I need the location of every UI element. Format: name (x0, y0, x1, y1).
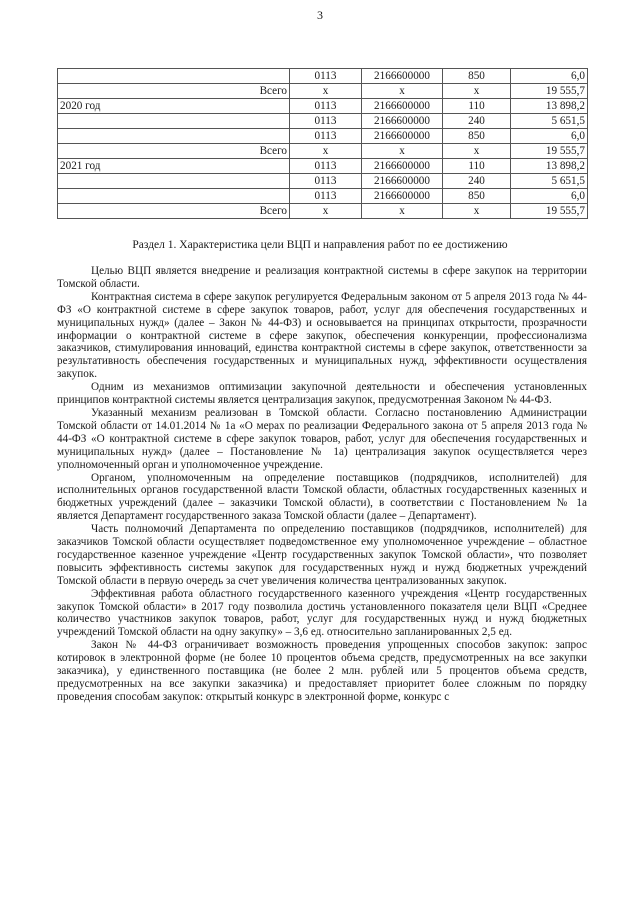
cell-label (58, 129, 290, 144)
cell-label: 2021 год (58, 159, 290, 174)
cell-type: x (443, 84, 511, 99)
cell-type: 240 (443, 114, 511, 129)
cell-section: 0113 (290, 159, 362, 174)
cell-type: 850 (443, 189, 511, 204)
paragraph: Указанный механизм реализован в Томской области. Согласно постановлению Администрации Томской области от 14.01.2014 № 1а «О мерах по реализации Федерального закона от 5 апреля 2013 года № 44-ФЗ «О контрактной системе в сфере закупок товаров, работ, услуг для обеспечения государственных и муниципальных нужд» (далее – Постановление № 1а) централизация закупок осуществляется через уполномоченный орган и уполномоченное учреждение. (57, 406, 587, 471)
cell-section: 0113 (290, 129, 362, 144)
cell-label: Всего (58, 84, 290, 99)
cell-label (58, 189, 290, 204)
cell-target: x (362, 144, 443, 159)
cell-target: x (362, 204, 443, 219)
cell-amount: 19 555,7 (511, 144, 588, 159)
cell-label (58, 114, 290, 129)
table-total-row (58, 84, 588, 99)
cell-target: 2166600000 (362, 114, 443, 129)
cell-target: 2166600000 (362, 99, 443, 114)
paragraph: Закон № 44-ФЗ ограничивает возможность проведения упрощенных способов закупок: запрос котировок в электронной форме (не более 10 процентов объема средств, предусмотренных на все закупки заказчика), у единственного поставщика (не более 2 млн. рублей или 5 процентов объема средств, предусмотренных на все закупки заказчика) и предоставляет приоритет более сложным по порядку проведения способам закупок: открытый конкурс в электронной форме, конкурс с (57, 639, 587, 703)
table-row (58, 129, 588, 144)
table-row (58, 114, 588, 129)
cell-target: 2166600000 (362, 129, 443, 144)
cell-section: 0113 (290, 114, 362, 129)
cell-section: 0113 (290, 174, 362, 189)
cell-label: Всего (58, 144, 290, 159)
cell-type: 850 (443, 129, 511, 144)
cell-label: Всего (58, 204, 290, 219)
table-row (58, 99, 588, 114)
cell-amount: 6,0 (511, 69, 588, 84)
cell-label (58, 174, 290, 189)
paragraph: Целью ВЦП является внедрение и реализация контрактной системы в сфере закупок на территории Томской области. (57, 265, 587, 290)
cell-target: 2166600000 (362, 189, 443, 204)
cell-type: 240 (443, 174, 511, 189)
cell-section: x (290, 204, 362, 219)
cell-section: x (290, 144, 362, 159)
cell-type: 110 (443, 99, 511, 114)
cell-type: 850 (443, 69, 511, 84)
cell-label: 2020 год (58, 99, 290, 114)
cell-section: x (290, 84, 362, 99)
table-row (58, 174, 588, 189)
cell-amount: 19 555,7 (511, 84, 588, 99)
cell-amount: 13 898,2 (511, 159, 588, 174)
cell-section: 0113 (290, 99, 362, 114)
paragraph: Органом, уполномоченным на определение поставщиков (подрядчиков, исполнителей) для исполнительных органов государственной власти Томской области, областных государственных казенных и бюджетных учреждений (далее – заказчики Томской области), в соответствии с Постановлением № 1а является Департамент государственного заказа Томской области (далее – Департамент). (57, 471, 587, 523)
cell-section: 0113 (290, 69, 362, 84)
section-title: Раздел 1. Характеристика цели ВЦП и направления работ по ее достижению (132, 239, 508, 251)
cell-amount: 6,0 (511, 129, 588, 144)
cell-type: x (443, 204, 511, 219)
body-text (57, 265, 587, 704)
cell-target: 2166600000 (362, 174, 443, 189)
table-total-row (58, 204, 588, 219)
table-total-row (58, 144, 588, 159)
cell-amount: 6,0 (511, 189, 588, 204)
cell-target: x (362, 84, 443, 99)
paragraph: Часть полномочий Департамента по определению поставщиков (подрядчиков, исполнителей) для заказчиков Томской области осуществляет подведомственное ему уполномоченное учреждение – областное государственное казенное учреждение «Центр государственных закупок Томской области», что позволяет повысить эффективность системы закупок для государственных нужд и нужд бюджетных учреждений Томской области в первую очередь за счет увеличения количества централизованных закупок. (57, 523, 587, 587)
cell-label (58, 69, 290, 84)
table-row (58, 69, 588, 84)
table-row (58, 189, 588, 204)
cell-target: 2166600000 (362, 159, 443, 174)
paragraph: Одним из механизмов оптимизации закупочной деятельности и обеспечения установленных принципов контрактной системы является централизация закупок, предусмотренная Законом № 44-ФЗ. (57, 381, 587, 407)
cell-amount: 19 555,7 (511, 204, 588, 219)
cell-type: 110 (443, 159, 511, 174)
paragraph: Контрактная система в сфере закупок регулируется Федеральным законом от 5 апреля 2013 года № 44-ФЗ «О контрактной системе в сфере закупок товаров, работ, услуг для обеспечения государственных и муниципальных нужд» (далее – Закон № 44-ФЗ) и основывается на принципах открытости, прозрачности информации о контрактной системе в сфере закупок, обеспечения конкуренции, профессионализма заказчиков, стимулирования инноваций, единства контрактной системы в сфере закупок, ответственности за результативность обеспечения государственных и муниципальных нужд, эффективности осуществления закупок. (57, 290, 587, 381)
cell-amount: 13 898,2 (511, 99, 588, 114)
cell-amount: 5 651,5 (511, 174, 588, 189)
cell-section: 0113 (290, 189, 362, 204)
budget-table (57, 68, 588, 219)
page-number: 3 (317, 8, 323, 22)
cell-target: 2166600000 (362, 69, 443, 84)
cell-type: x (443, 144, 511, 159)
cell-amount: 5 651,5 (511, 114, 588, 129)
table-row (58, 159, 588, 174)
paragraph: Эффективная работа областного государственного казенного учреждения «Центр государственных закупок Томской области» в 2017 году позволила достичь установленного показателя цели ВЦП «Среднее количество участников закупок товаров, работ, услуг для государственных нужд и нужд бюджетных учреждений Томской области на одну закупку» – 3,6 ед. относительно запланированных 2,5 ед. (57, 587, 587, 639)
